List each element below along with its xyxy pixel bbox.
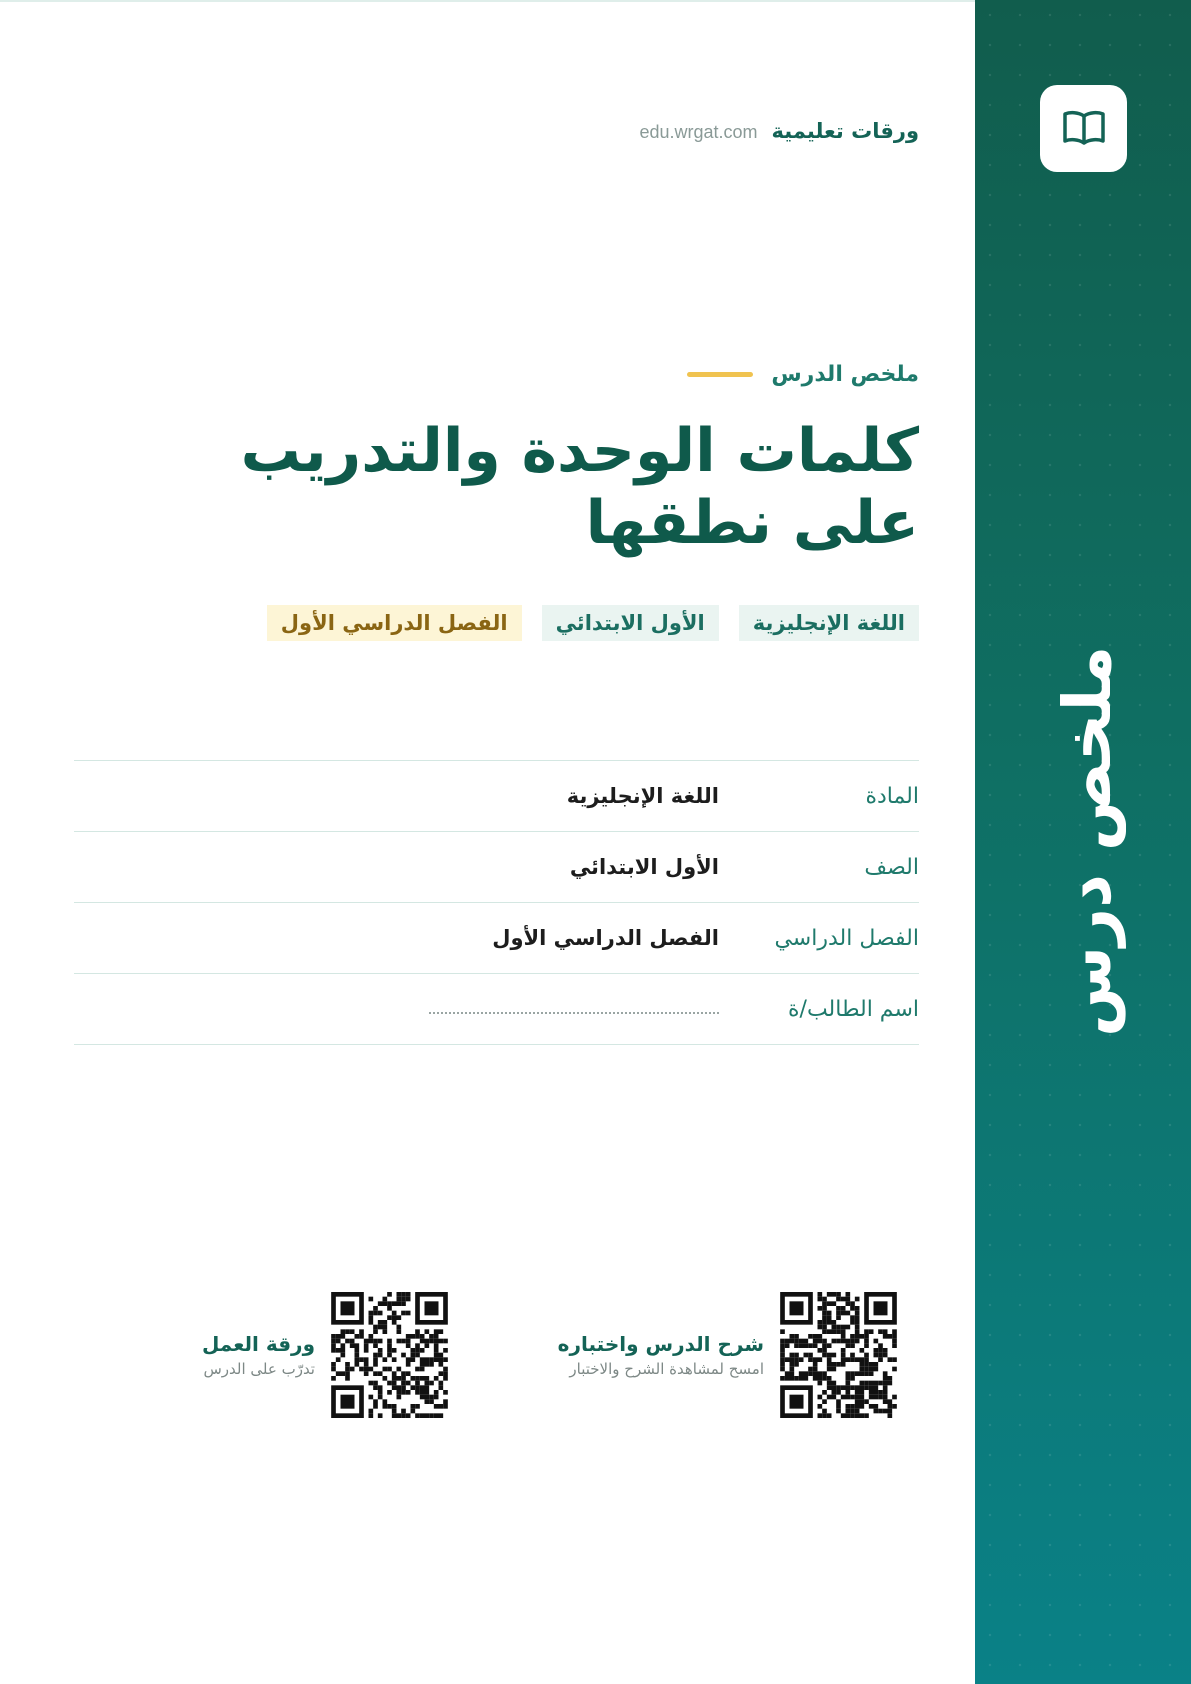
info-value: اللغة الإنجليزية [566,784,719,808]
brand-header [639,119,919,143]
info-value: الفصل الدراسي الأول [492,926,719,950]
lesson-kicker [687,362,919,387]
qr-title: ورقة العمل [201,1332,315,1356]
qr-subtitle: تدرّب على الدرس [203,1360,315,1378]
open-book-icon [1062,108,1106,150]
qr-subtitle: امسح لمشاهدة الشرح والاختبار [569,1360,764,1378]
info-label: الصف [864,854,919,880]
info-label: اسم الطالب/ة [788,996,919,1022]
sidebar-vertical-title: ملخص درس [1049,645,1126,1037]
qr-code-icon[interactable] [331,1292,448,1418]
tag-subject: اللغة الإنجليزية [739,605,919,641]
qr-block-lesson [558,1292,897,1418]
info-label: المادة [865,783,919,809]
info-row-grade [74,832,919,903]
kicker-label: ملخص الدرس [771,362,919,387]
student-name-field[interactable] [429,1012,719,1014]
qr-text [202,1332,315,1378]
brand-url[interactable]: edu.wrgat.com [639,122,758,142]
tag-list [267,605,919,641]
info-row-subject [74,761,919,832]
sidebar [975,0,1191,1684]
accent-bar [687,372,753,377]
info-row-semester [74,903,919,974]
qr-block-worksheet [202,1292,448,1418]
info-label: الفصل الدراسي [774,925,919,951]
lesson-title: كلمات الوحدة والتدريب على نطقها [240,416,919,558]
qr-text [558,1332,764,1378]
info-table [74,760,919,1045]
tag-grade: الأول الابتدائي [542,605,719,641]
info-row-student-name [74,974,919,1045]
qr-title: شرح الدرس واختباره [557,1332,764,1356]
info-value: الأول الابتدائي [569,855,719,879]
tag-semester: الفصل الدراسي الأول [267,605,522,641]
logo-tile [1040,85,1127,172]
brand-name: ورقات تعليمية [771,119,919,143]
qr-code-icon[interactable] [780,1292,897,1418]
